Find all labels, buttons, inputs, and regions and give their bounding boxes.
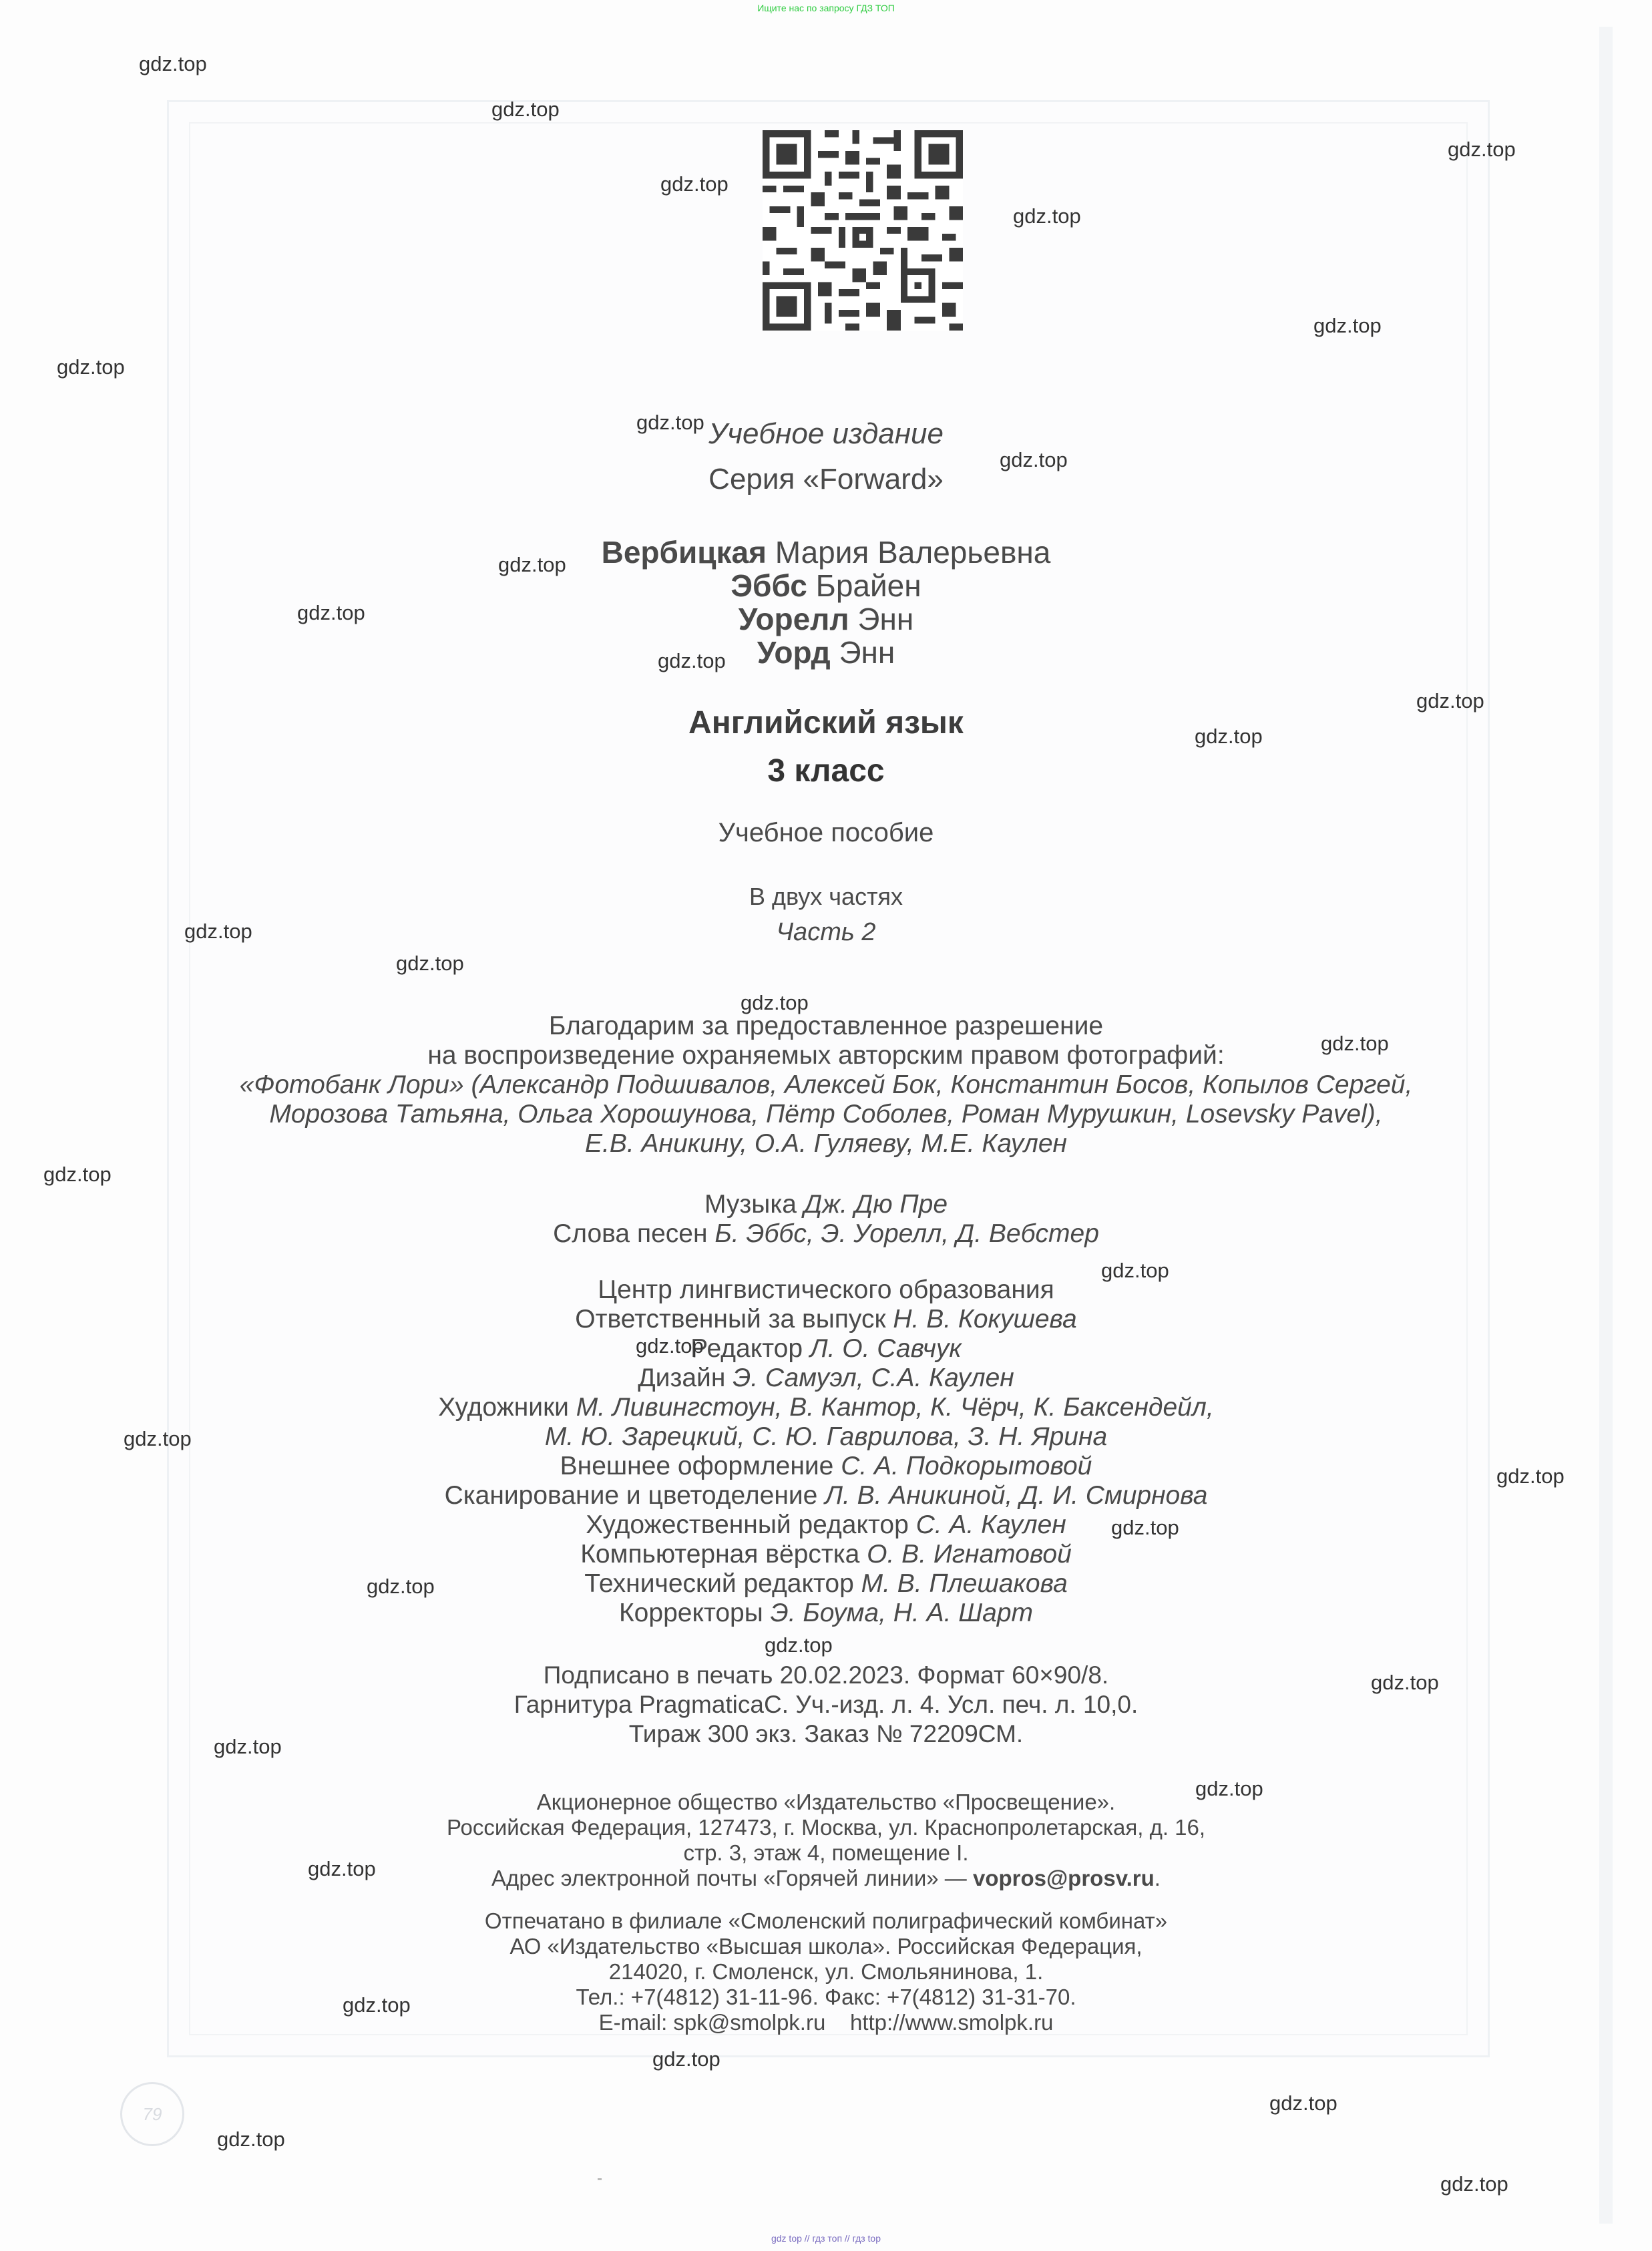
edition-label: Учебное издание [708, 417, 944, 450]
printer-line: Тел.: +7(4812) 31-11-96. Факс: +7(4812) 31-31-70. [576, 1985, 1076, 2009]
staff-value: С. А. Подкорытовой [841, 1452, 1092, 1480]
author-1 [0, 534, 1652, 570]
staff-value: М. В. Плешакова [861, 1569, 1068, 1598]
staff-value: Э. Самуэл, С.А. Каулен [733, 1364, 1014, 1392]
grade-title: 3 класс [767, 753, 885, 789]
staff-value: О. В. Игнатовой [867, 1540, 1072, 1569]
publisher-info [0, 1790, 1652, 1891]
author-4-surname: Уорд [757, 635, 831, 670]
author-2 [0, 568, 1652, 604]
staff-value: Э. Боума, Н. А. Шарт [770, 1599, 1034, 1627]
watermark: gdz.top [491, 97, 560, 121]
publication-line: Подписано в печать 20.02.2023. Формат 60×90/8. [543, 1661, 1109, 1689]
watermark: gdz.top [297, 601, 365, 624]
photo-line-1: «Фотобанк Лори» (Александр Подшивалов, Алексей Бок, Константин Босов, Копылов Сергей, [239, 1070, 1413, 1099]
watermark: gdz.top [1013, 204, 1081, 228]
staff-label: Корректоры [618, 1599, 763, 1627]
author-1-name: Мария Валерьевна [775, 535, 1051, 570]
publisher-line: стр. 3, этаж 4, помещение I. [683, 1840, 969, 1865]
thanks-line-1: Благодарим за предоставленное разрешение [548, 1012, 1104, 1040]
watermark: gdz.top [765, 1633, 833, 1657]
staff-row [0, 1599, 1652, 1628]
staff-row [0, 1334, 1652, 1364]
watermark: gdz.top [498, 553, 566, 576]
staff-row [0, 1540, 1652, 1569]
staff-label: Технический редактор [584, 1569, 854, 1598]
watermark: gdz.top [1111, 1516, 1179, 1539]
lyrics-label: Слова песен [553, 1219, 708, 1248]
parts-count: В двух частях [749, 883, 903, 910]
author-3-name: Энн [857, 602, 914, 636]
watermark: gdz.top [658, 649, 726, 672]
lyrics-value: Б. Эббс, Э. Уорелл, Д. Вебстер [714, 1219, 1099, 1248]
watermark: gdz.top [1195, 1777, 1263, 1800]
watermark: gdz.top [43, 1163, 112, 1186]
staff-label: Ответственный за выпуск [575, 1305, 886, 1334]
author-3-surname: Уорелл [738, 602, 849, 636]
printer-line: Отпечатано в филиале «Смоленский полиграфический комбинат» [484, 1908, 1168, 1933]
staff-row [0, 1422, 1652, 1452]
lyrics-line [0, 1219, 1652, 1249]
watermark: gdz.top [139, 52, 207, 75]
author-2-surname: Эббс [731, 568, 807, 603]
watermark: gdz.top [1448, 138, 1516, 161]
publisher-email-line [0, 1866, 1652, 1891]
watermark: gdz.top [636, 1334, 704, 1358]
staff-credits [0, 1275, 1652, 1628]
watermark: gdz.top [214, 1735, 282, 1758]
photo-line-3: Е.В. Аникину, О.А. Гуляеву, М.Е. Каулен [585, 1129, 1067, 1158]
music-label: Музыка [704, 1190, 797, 1219]
staff-row [0, 1510, 1652, 1540]
printer-line: АО «Издательство «Высшая школа». Российская Федерация, [509, 1934, 1143, 1959]
watermark: gdz.top [184, 919, 252, 943]
watermark: gdz.top [343, 1993, 411, 2017]
music-line [0, 1190, 1652, 1219]
thanks-line-2: на воспроизведение охраняемых авторским правом фотографий: [427, 1041, 1225, 1070]
watermark: gdz.top [308, 1857, 376, 1880]
staff-value: Л. О. Савчук [809, 1334, 962, 1363]
watermark: gdz.top [1440, 2172, 1508, 2196]
staff-row [0, 1481, 1652, 1510]
staff-value: Н. В. Кокушева [893, 1305, 1077, 1334]
email-label: Адрес электронной почты «Горячей линии» — [491, 1866, 967, 1890]
email-end: . [1154, 1866, 1161, 1890]
watermark: gdz.top [636, 411, 704, 434]
watermark: gdz.top [741, 991, 809, 1014]
watermark: gdz.top [1496, 1464, 1565, 1488]
staff-label: Редактор [690, 1334, 803, 1363]
photo-credits [0, 1012, 1652, 1159]
staff-value: М. Ливингстоун, В. Кантор, К. Чёрч, К. Баксендейл, [576, 1393, 1214, 1422]
publisher-line: Российская Федерация, 127473, г. Москва, ул. Краснопролетарская, д. 16, [446, 1815, 1206, 1840]
music-credits [0, 1190, 1652, 1249]
watermark: gdz.top [396, 952, 464, 975]
watermark: gdz.top [660, 172, 729, 196]
watermark: gdz.top [652, 2047, 720, 2071]
page-number: 79 [120, 2082, 184, 2146]
music-value: Дж. Дю Пре [803, 1190, 948, 1219]
printer-line: E-mail: spk@smolpk.ru http://www.smolpk.ru [598, 2010, 1054, 2035]
author-4-name: Энн [839, 635, 895, 670]
series-label: Серия «Forward» [708, 463, 944, 495]
watermark: gdz.top [1269, 2091, 1337, 2115]
staff-value: С. А. Каулен [915, 1510, 1066, 1539]
watermark: gdz.top [1195, 725, 1263, 748]
watermark: gdz.top [1101, 1259, 1169, 1282]
author-1-surname: Вербицкая [601, 535, 767, 570]
staff-row [0, 1569, 1652, 1599]
photo-line-2: Морозова Татьяна, Ольга Хорошунова, Пётр Соболев, Роман Мурушкин, Losevsky Pavel), [269, 1100, 1383, 1129]
center-name: Центр лингвистического образования [598, 1275, 1054, 1304]
staff-label: Художники [438, 1393, 569, 1422]
staff-row [0, 1364, 1652, 1393]
staff-row [0, 1452, 1652, 1481]
watermark: gdz.top [1371, 1671, 1439, 1694]
author-3 [0, 601, 1652, 637]
staff-label: Художественный редактор [586, 1510, 909, 1539]
printer-line: 214020, г. Смоленск, ул. Смольянинова, 1. [608, 1959, 1044, 1984]
staff-value: М. Ю. Зарецкий, С. Ю. Гаврилова, З. Н. Ярина [544, 1422, 1108, 1451]
part-number: Часть 2 [776, 918, 876, 946]
bottom-search-note[interactable]: gdz top // гдз топ // гдз top [771, 2233, 881, 2244]
scan-speck [598, 2178, 602, 2180]
top-search-note[interactable]: Ищите нас по запросу ГДЗ ТОП [757, 3, 895, 13]
qr-code [763, 130, 963, 331]
publisher-line: Акционерное общество «Издательство «Просвещение». [536, 1790, 1116, 1814]
publisher-email[interactable]: vopros@prosv.ru [972, 1866, 1155, 1890]
staff-label: Внешнее оформление [560, 1452, 834, 1480]
watermark: gdz.top [367, 1575, 435, 1598]
subject-title: Английский язык [688, 705, 964, 741]
watermark: gdz.top [217, 2127, 285, 2151]
staff-label: Компьютерная вёрстка [580, 1540, 860, 1569]
watermark: gdz.top [1313, 314, 1382, 337]
author-4 [0, 634, 1652, 670]
watermark: gdz.top [1416, 689, 1484, 712]
watermark: gdz.top [57, 355, 125, 379]
staff-label: Дизайн [638, 1364, 726, 1392]
staff-label: Сканирование и цветоделение [444, 1481, 818, 1510]
watermark: gdz.top [124, 1427, 192, 1450]
publication-line: Гарнитура PragmaticaC. Уч.-изд. л. 4. Усл. печ. л. 10,0. [513, 1691, 1139, 1718]
staff-row [0, 1393, 1652, 1422]
publication-line: Тираж 300 экз. Заказ № 72209СМ. [628, 1720, 1024, 1748]
staff-value: Л. В. Аникиной, Д. И. Смирнова [825, 1481, 1208, 1510]
printer-info [0, 1908, 1652, 2035]
author-2-name: Брайен [815, 568, 921, 603]
staff-row [0, 1305, 1652, 1334]
watermark: gdz.top [1000, 448, 1068, 471]
watermark: gdz.top [1321, 1032, 1389, 1055]
book-type: Учебное пособие [718, 818, 934, 847]
